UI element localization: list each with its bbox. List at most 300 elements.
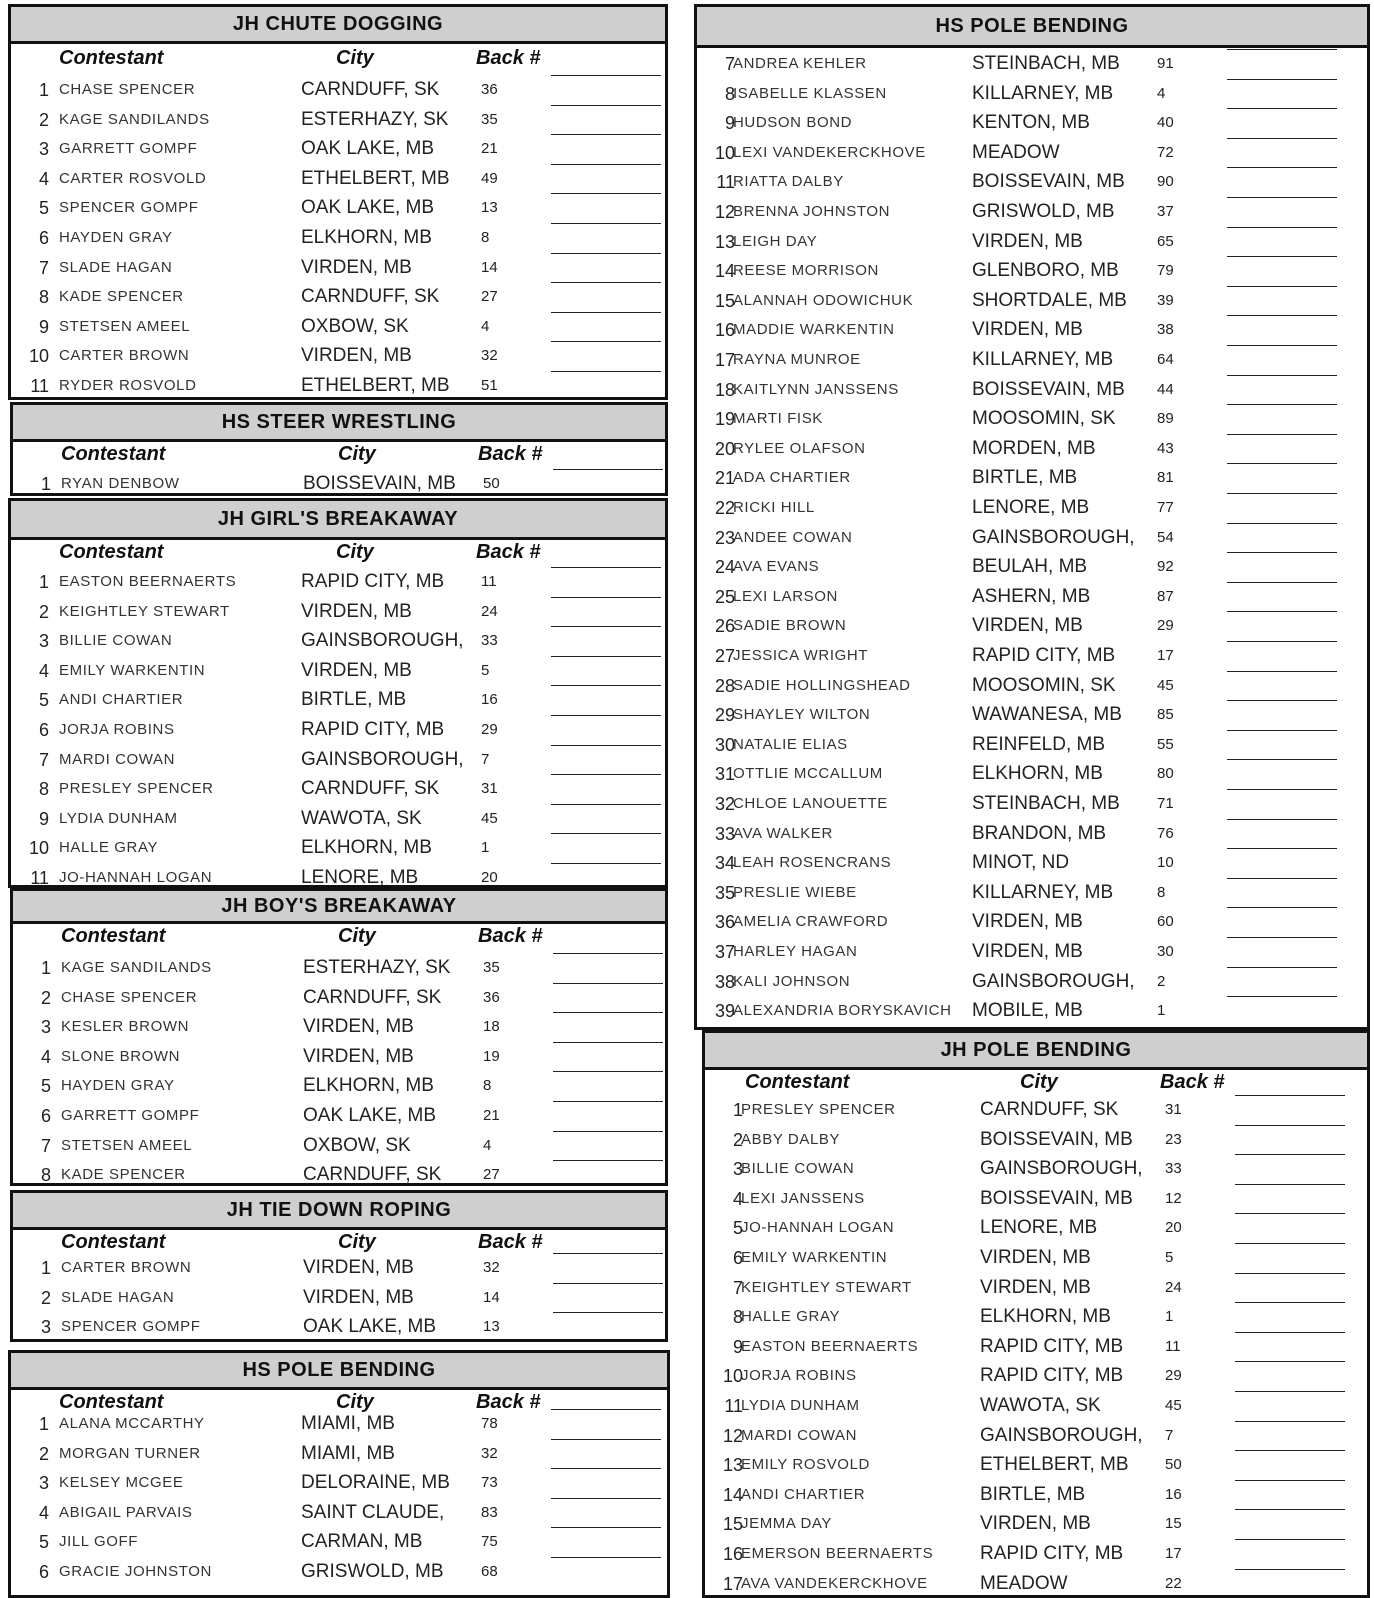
time-entry-line (1235, 1539, 1345, 1540)
row-number: 1 (732, 1100, 743, 1120)
back-number: 11 (1165, 1337, 1181, 1355)
row-number: 37 (714, 942, 735, 962)
contestant-city: DELORAINE, MB (301, 1472, 450, 1494)
back-number: 5 (481, 661, 490, 679)
contestant-city: ESTERHAZY, SK (301, 108, 449, 130)
contestant-name: EMILY WARKENTIN (59, 661, 206, 679)
table-row (697, 907, 1367, 937)
contestant-name: HUDSON BOND (733, 114, 853, 132)
back-number: 7 (1165, 1426, 1174, 1444)
back-number: 81 (1157, 469, 1174, 487)
table-row (11, 282, 665, 312)
table-row (697, 967, 1367, 997)
back-number: 79 (1157, 262, 1174, 280)
row-number: 1 (40, 958, 51, 978)
back-number: 72 (1157, 143, 1174, 161)
contestant-name: AMELIA CRAWFORD (733, 913, 889, 931)
table-row (697, 759, 1367, 789)
contestant-city: MOOSOMIN, SK (972, 408, 1116, 430)
table-row (697, 256, 1367, 286)
contestant-name: JEMMA DAY (741, 1515, 832, 1533)
table-row (705, 1273, 1367, 1303)
time-entry-line (1235, 1154, 1345, 1155)
contestant-city: KILLARNEY, MB (972, 881, 1114, 903)
row-number: 6 (40, 1106, 51, 1126)
time-entry-line (1227, 907, 1337, 908)
back-number: 27 (481, 288, 498, 306)
back-number: 32 (481, 1444, 498, 1462)
table-row (705, 1509, 1367, 1539)
contestant-city: STEINBACH, MB (972, 53, 1120, 74)
column-header-contestant: Contestant (59, 541, 164, 563)
time-entry-line (1227, 227, 1337, 228)
time-entry-line (551, 656, 661, 657)
column-header-contestant: Contestant (745, 1071, 850, 1093)
contestant-city: VIRDEN, MB (301, 345, 412, 367)
contestant-city: BOISSEVAIN, MB (980, 1187, 1133, 1209)
row-number: 10 (714, 142, 735, 163)
time-entry-line (1227, 138, 1337, 139)
row-number: 2 (38, 601, 49, 622)
contestant-city: ELKHORN, MB (301, 227, 432, 248)
back-number: 83 (481, 1503, 498, 1521)
back-number: 40 (1157, 114, 1174, 132)
contestant-name: EASTON BEERNAERTS (741, 1337, 919, 1355)
contestant-name: KELSEY MCGEE (59, 1474, 184, 1492)
time-entry-line (551, 134, 661, 135)
table-row (697, 552, 1367, 582)
contestant-city: WAWANESA, MB (972, 704, 1122, 726)
contestant-city: VIRDEN, MB (303, 1045, 414, 1067)
time-entry-line (1227, 671, 1337, 672)
back-number: 71 (1157, 795, 1174, 812)
contestant-city: RAPID CITY, MB (980, 1335, 1124, 1357)
time-entry-line (1227, 789, 1337, 790)
contestant-city: MEADOW (980, 1572, 1068, 1594)
back-number: 13 (481, 199, 498, 217)
section-title: HS POLE BENDING (11, 1353, 667, 1390)
contestant-name: ANDI CHARTIER (741, 1485, 866, 1503)
back-number: 21 (481, 140, 498, 158)
row-number: 1 (40, 474, 51, 494)
row-number: 25 (714, 586, 735, 607)
contestant-city: VIRDEN, MB (972, 319, 1083, 341)
contestant-name: RYAN DENBOW (61, 475, 180, 492)
contestant-city: KENTON, MB (972, 112, 1090, 134)
section-title: HS STEER WRESTLING (13, 405, 665, 442)
row-number: 13 (722, 1455, 743, 1476)
column-header-contestant: Contestant (59, 47, 164, 69)
time-entry-line (551, 804, 661, 805)
contestant-city: VIRDEN, MB (980, 1513, 1091, 1535)
table-row (697, 375, 1367, 405)
back-number: 16 (481, 691, 498, 709)
time-entry-line (551, 774, 661, 775)
contestant-city: RAPID CITY, MB (972, 645, 1116, 666)
section-jh-chute-dogging (8, 4, 668, 400)
table-row (11, 1557, 667, 1587)
time-entry-line (553, 953, 663, 954)
table-row (697, 671, 1367, 701)
time-entry-line (1227, 700, 1337, 701)
contestant-city: VIRDEN, MB (301, 256, 412, 278)
row-number: 29 (714, 705, 735, 726)
contestant-city: RAPID CITY, MB (301, 571, 445, 592)
contestant-city: VIRDEN, MB (972, 230, 1083, 252)
contestant-name: JESSICA WRIGHT (733, 647, 869, 664)
contestant-name: STETSEN AMEEL (61, 1136, 193, 1154)
time-entry-line (551, 833, 661, 834)
row-number: 2 (38, 109, 49, 130)
time-entry-line (551, 282, 661, 283)
back-number: 80 (1157, 765, 1174, 783)
back-number: 14 (481, 258, 498, 276)
back-number: 64 (1157, 351, 1174, 368)
time-entry-line (1235, 1243, 1345, 1244)
contestant-name: LEIGH DAY (733, 232, 818, 250)
back-number: 60 (1157, 913, 1174, 931)
row-number: 5 (40, 1076, 51, 1097)
time-entry-line (1227, 256, 1337, 257)
row-number: 10 (28, 838, 49, 859)
time-entry-line (1227, 375, 1337, 376)
contestant-city: MORDEN, MB (972, 437, 1096, 459)
contestant-city: VIRDEN, MB (972, 911, 1083, 933)
time-entry-line (551, 1527, 661, 1528)
column-header-city: City (338, 443, 376, 465)
row-number: 16 (722, 1544, 743, 1564)
time-entry-line (551, 715, 661, 716)
row-number: 3 (40, 1317, 51, 1338)
time-entry-line (1227, 759, 1337, 760)
table-row (11, 164, 665, 194)
contestant-name: HARLEY HAGAN (733, 943, 858, 960)
contestant-name: LYDIA DUNHAM (59, 809, 178, 827)
row-number: 1 (38, 572, 49, 592)
contestant-city: RAPID CITY, MB (301, 719, 445, 740)
back-number: 11 (481, 573, 497, 590)
time-entry-line (551, 105, 661, 106)
table-row (697, 286, 1367, 316)
row-number: 5 (38, 1532, 49, 1553)
row-number: 30 (714, 734, 735, 755)
contestant-city: MOBILE, MB (972, 1000, 1083, 1022)
row-number: 3 (40, 1017, 51, 1038)
contestant-city: OAK LAKE, MB (303, 1316, 437, 1338)
contestant-city: CARNDUFF, SK (980, 1099, 1119, 1120)
contestant-city: ESTERHAZY, SK (303, 957, 451, 978)
row-number: 4 (732, 1188, 743, 1209)
back-number: 2 (1157, 972, 1166, 990)
row-number: 26 (714, 616, 735, 637)
row-number: 12 (714, 202, 735, 222)
back-number: 20 (481, 869, 498, 886)
contestant-name: EMERSON BEERNAERTS (741, 1545, 934, 1562)
section-jh-tie-down-roping (10, 1190, 668, 1342)
contestant-name: HAYDEN GRAY (59, 229, 173, 246)
contestant-name: KADE SPENCER (59, 288, 184, 306)
contestant-name: CARTER BROWN (61, 1259, 192, 1276)
table-row (11, 1409, 667, 1439)
time-entry-line (551, 341, 661, 342)
back-number: 33 (481, 632, 498, 650)
section-title: JH CHUTE DOGGING (11, 7, 665, 44)
row-number: 7 (38, 257, 49, 278)
row-number: 2 (732, 1129, 743, 1150)
contestant-name: KADE SPENCER (61, 1166, 186, 1184)
row-number: 33 (714, 823, 735, 844)
column-header-city: City (336, 47, 374, 69)
back-number: 18 (483, 1018, 500, 1036)
row-number: 6 (38, 1562, 49, 1582)
time-entry-line (1227, 79, 1337, 80)
back-number: 4 (481, 317, 490, 335)
contestant-city: BOISSEVAIN, MB (972, 171, 1125, 193)
table-row (11, 774, 665, 804)
back-number: 68 (481, 1563, 498, 1580)
contestant-name: SLADE HAGAN (61, 1288, 175, 1306)
contestant-city: RAPID CITY, MB (980, 1543, 1124, 1564)
row-number: 34 (714, 853, 735, 874)
table-row (11, 223, 665, 253)
table-row (11, 626, 665, 656)
table-row (697, 138, 1367, 168)
table-row (11, 597, 665, 627)
time-entry-line (553, 1101, 663, 1102)
back-number: 36 (483, 988, 500, 1006)
time-entry-line (1227, 345, 1337, 346)
back-number: 1 (481, 839, 490, 857)
column-header-back: Back # (476, 47, 541, 69)
contestant-name: SPENCER GOMPF (61, 1318, 201, 1336)
section-title: JH GIRL'S BREAKAWAY (11, 501, 665, 540)
back-number: 91 (1157, 55, 1174, 72)
row-number: 3 (38, 1473, 49, 1494)
row-number: 22 (714, 498, 735, 518)
contestant-name: KEIGHTLEY STEWART (59, 602, 230, 620)
table-row (11, 253, 665, 283)
table-row (11, 1439, 667, 1469)
contestant-name: MARTI FISK (733, 410, 823, 428)
row-number: 16 (714, 320, 735, 341)
column-header-back: Back # (478, 925, 543, 947)
back-number: 90 (1157, 173, 1174, 191)
time-entry-line (1235, 1509, 1345, 1510)
section-title: JH TIE DOWN ROPING (13, 1193, 665, 1230)
back-number: 39 (1157, 291, 1174, 309)
table-row (697, 582, 1367, 612)
contestant-city: ETHELBERT, MB (301, 375, 450, 396)
back-number: 73 (481, 1474, 498, 1492)
row-number: 17 (722, 1573, 743, 1594)
time-entry-line (1235, 1421, 1345, 1422)
contestant-name: GRACIE JOHNSTON (59, 1563, 212, 1580)
time-entry-line (1235, 1361, 1345, 1362)
contestant-name: MADDIE WARKENTIN (733, 321, 895, 339)
contestant-name: JILL GOFF (59, 1533, 139, 1551)
back-number: 32 (483, 1259, 500, 1276)
back-number: 36 (481, 81, 498, 98)
contestant-name: AVA VANDEKERCKHOVE (741, 1574, 928, 1592)
time-entry-line (1235, 1450, 1345, 1451)
row-number: 17 (714, 350, 735, 370)
time-entry-line (553, 1071, 663, 1072)
contestant-city: STEINBACH, MB (972, 793, 1120, 814)
column-header-back: Back # (476, 1391, 541, 1413)
row-number: 38 (714, 971, 735, 992)
time-entry-line (1227, 641, 1337, 642)
time-entry-line (1227, 730, 1337, 731)
row-number: 27 (714, 646, 735, 666)
back-number: 87 (1157, 587, 1174, 605)
contestant-name: PRESLEY SPENCER (59, 780, 214, 798)
row-number: 3 (732, 1159, 743, 1180)
contestant-city: GAINSBOROUGH, (972, 526, 1135, 548)
row-number: 5 (732, 1218, 743, 1239)
section-jh-boys-breakaway (10, 888, 668, 1186)
back-number: 75 (481, 1533, 498, 1551)
table-row (697, 730, 1367, 760)
time-entry-line (553, 1042, 663, 1043)
column-header-back: Back # (478, 443, 543, 465)
contestant-name: KAGE SANDILANDS (61, 959, 212, 976)
contestant-name: CARTER ROSVOLD (59, 169, 207, 187)
column-header-city: City (1020, 1071, 1058, 1093)
time-entry-line (551, 863, 661, 864)
contestant-city: BOISSEVAIN, MB (303, 473, 456, 494)
back-number: 8 (483, 1077, 492, 1095)
contestant-name: HALLE GRAY (741, 1308, 841, 1326)
row-number: 9 (38, 316, 49, 337)
time-entry-line (1235, 1332, 1345, 1333)
row-number: 2 (38, 1443, 49, 1464)
back-number: 22 (1165, 1574, 1182, 1592)
time-entry-line (1227, 108, 1337, 109)
table-row (705, 1243, 1367, 1273)
contestant-name: PRESLIE WIEBE (733, 883, 857, 901)
column-header-contestant: Contestant (59, 1391, 164, 1413)
back-number: 14 (483, 1288, 500, 1306)
table-row (697, 641, 1367, 671)
table-row (705, 1332, 1367, 1362)
row-number: 1 (40, 1258, 51, 1278)
table-row (11, 105, 665, 135)
table-row (697, 493, 1367, 523)
row-number: 6 (38, 228, 49, 248)
time-entry-line (1235, 1213, 1345, 1214)
row-number: 8 (38, 779, 49, 800)
back-number: 35 (481, 110, 498, 128)
back-number: 32 (481, 347, 498, 365)
contestant-name: BILLIE COWAN (741, 1160, 855, 1178)
back-number: 85 (1157, 706, 1174, 724)
contestant-name: MORGAN TURNER (59, 1444, 201, 1462)
contestant-city: VIRDEN, MB (301, 600, 412, 622)
contestant-city: KILLARNEY, MB (972, 82, 1114, 104)
contestant-city: BIRTLE, MB (972, 467, 1078, 489)
time-entry-line (1227, 315, 1337, 316)
contestant-city: MOOSOMIN, SK (972, 674, 1116, 696)
back-number: 19 (483, 1047, 500, 1065)
contestant-name: ABIGAIL PARVAIS (59, 1503, 193, 1521)
time-entry-line (551, 567, 661, 568)
table-row (11, 193, 665, 223)
contestant-city: MIAMI, MB (301, 1442, 395, 1464)
row-number: 5 (38, 690, 49, 711)
back-number: 1 (1157, 1002, 1166, 1020)
contestant-name: MARDI COWAN (741, 1426, 858, 1444)
table-row (705, 1391, 1367, 1421)
time-entry-line (1235, 1480, 1345, 1481)
row-number: 15 (722, 1514, 743, 1535)
row-number: 21 (714, 468, 735, 489)
back-number: 8 (481, 229, 490, 246)
table-row (13, 1012, 665, 1042)
contestant-city: BOISSEVAIN, MB (972, 378, 1125, 400)
contestant-name: ADA CHARTIER (733, 469, 851, 487)
column-header-city: City (336, 1391, 374, 1413)
table-row (705, 1302, 1367, 1332)
back-number: 45 (481, 809, 498, 827)
contestant-name: SLADE HAGAN (59, 258, 173, 276)
time-entry-line (1235, 1391, 1345, 1392)
time-entry-line (553, 1131, 663, 1132)
back-number: 37 (1157, 203, 1174, 220)
table-row (11, 134, 665, 164)
row-number: 9 (732, 1336, 743, 1357)
back-number: 29 (1157, 617, 1174, 635)
contestant-city: MEADOW (972, 141, 1060, 163)
contestant-city: CARNDUFF, SK (301, 79, 440, 100)
contestant-name: HAYDEN GRAY (61, 1077, 175, 1095)
contestant-name: JORJA ROBINS (59, 721, 175, 738)
back-number: 92 (1157, 558, 1174, 576)
row-number: 8 (40, 1165, 51, 1186)
table-row (11, 804, 665, 834)
contestant-name: EASTON BEERNAERTS (59, 573, 237, 590)
table-row (13, 983, 665, 1013)
time-entry-line (553, 1160, 663, 1161)
section-title: JH BOY'S BREAKAWAY (13, 891, 665, 924)
table-row (13, 1101, 665, 1131)
contestant-city: BEULAH, MB (972, 556, 1088, 578)
time-entry-line (1235, 1184, 1345, 1185)
contestant-name: LEAH ROSENCRANS (733, 854, 892, 872)
table-row (705, 1480, 1367, 1510)
column-header-contestant: Contestant (61, 443, 166, 465)
contestant-city: WAWOTA, SK (980, 1395, 1101, 1416)
contestant-city: LENORE, MB (301, 867, 419, 888)
time-entry-line (551, 312, 661, 313)
contestant-city: ELKHORN, MB (301, 837, 432, 859)
table-row (697, 345, 1367, 375)
contestant-name: JORJA ROBINS (741, 1367, 857, 1385)
contestant-city: VIRDEN, MB (972, 941, 1083, 962)
column-header-city: City (338, 925, 376, 947)
time-entry-line (1227, 937, 1337, 938)
table-row (697, 463, 1367, 493)
row-number: 13 (714, 231, 735, 252)
time-entry-line (1227, 996, 1337, 997)
contestant-name: NATALIE ELIAS (733, 735, 848, 753)
row-number: 28 (714, 675, 735, 696)
back-number: 65 (1157, 232, 1174, 250)
table-row (13, 1312, 665, 1342)
column-header-contestant: Contestant (61, 1231, 166, 1253)
table-row (11, 371, 665, 400)
contestant-name: ALANA MCCARTHY (59, 1415, 205, 1432)
time-entry-line (1227, 819, 1337, 820)
